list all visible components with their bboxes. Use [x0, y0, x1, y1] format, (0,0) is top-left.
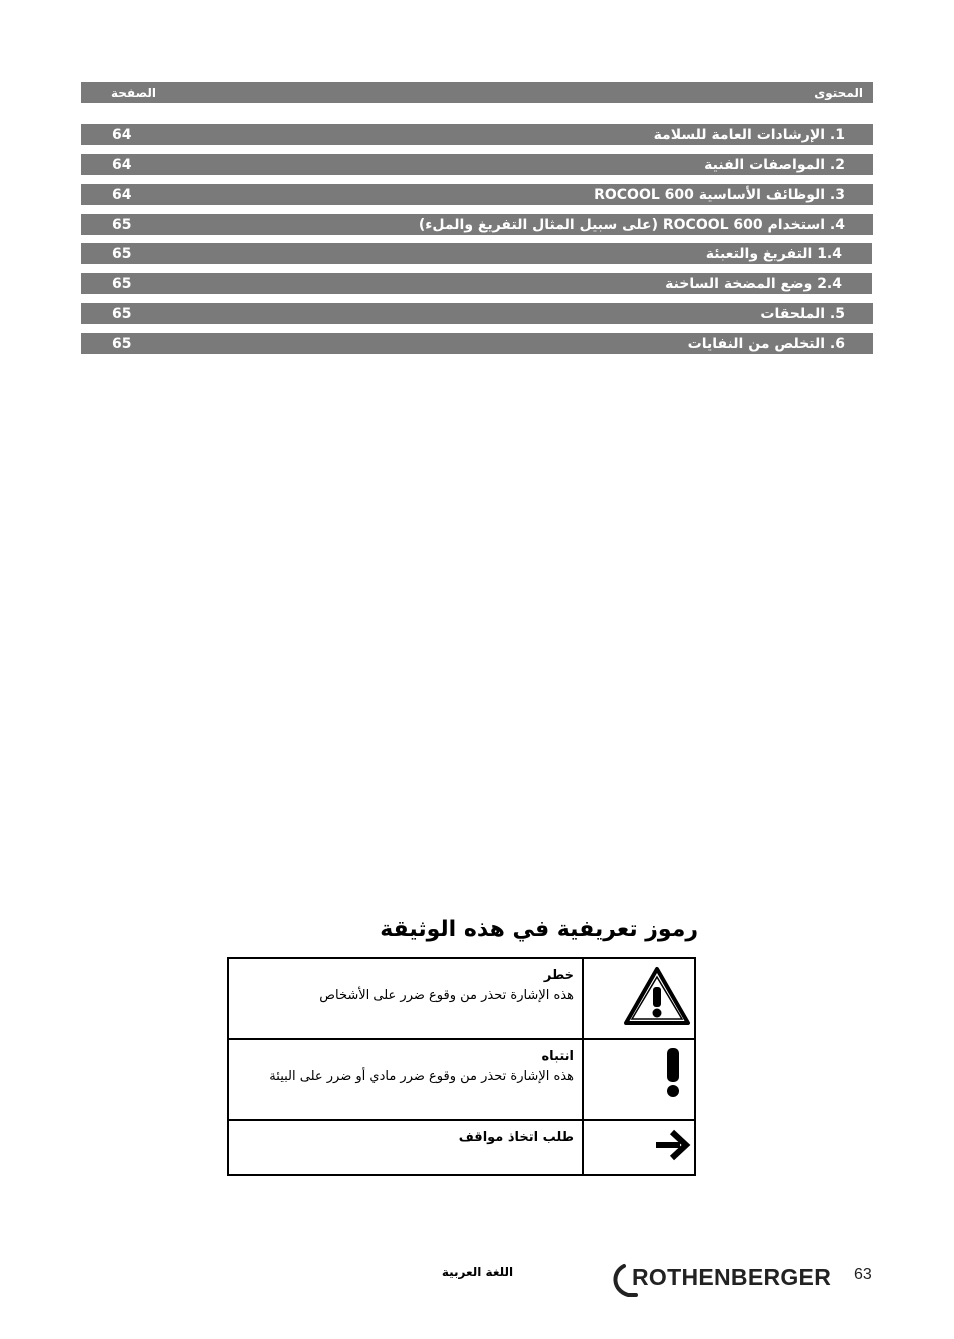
symbol-text: هذه الإشارة تحذر من وقوع ضرر على الأشخاص — [319, 988, 574, 1003]
symbol-row — [228, 1120, 695, 1175]
toc-item[interactable] — [81, 184, 873, 205]
toc-item-label: 2. المواصفات الفنية — [704, 156, 845, 173]
toc-item-label: 2.4 وضع المضخة الساخنة — [665, 275, 842, 292]
toc-item-label: 5. الملحقات — [760, 305, 845, 322]
toc-item-page: 64 — [112, 126, 132, 143]
page-number: 63 — [854, 1266, 872, 1283]
arrow-right-icon — [654, 1129, 692, 1161]
symbol-icon-cell — [583, 1039, 695, 1120]
toc-item-page: 65 — [112, 335, 132, 352]
symbol-heading: انتباه — [541, 1049, 574, 1064]
toc-item-page: 65 — [112, 275, 132, 292]
footer-language: اللغة العربية — [441, 1265, 514, 1279]
toc-item[interactable] — [81, 214, 873, 235]
symbol-description — [228, 1120, 583, 1175]
brand-name: ROTHENBERGER — [632, 1264, 832, 1290]
symbol-heading: خطر — [543, 968, 574, 983]
toc-item[interactable] — [81, 124, 873, 145]
toc-header — [81, 82, 873, 103]
toc-item-page: 64 — [112, 156, 132, 173]
toc-item-label: 1. الإرشادات العامة للسلامة — [653, 126, 845, 143]
toc-item[interactable] — [81, 333, 873, 354]
symbol-row — [228, 1039, 695, 1120]
symbols-table — [227, 957, 696, 1176]
symbol-description — [228, 958, 583, 1039]
symbol-description — [228, 1039, 583, 1120]
toc-item-page: 64 — [112, 186, 132, 203]
symbol-text: هذه الإشارة تحذر من وقوع ضرر مادي أو ضرر على البيئة — [269, 1069, 574, 1084]
toc-item-label: 4. استخدام ROCOOL 600 (على سبيل المثال التفريغ والملء) — [418, 216, 845, 233]
symbol-icon-cell — [583, 958, 695, 1039]
toc-item[interactable] — [81, 303, 873, 324]
toc-subitem[interactable] — [81, 273, 872, 294]
toc-subitem[interactable] — [81, 243, 872, 264]
toc-header-contents: المحتوى — [814, 85, 863, 100]
symbols-title: رموز تعريفية في هذه الوثيقة — [380, 917, 698, 942]
toc-item[interactable] — [81, 154, 873, 175]
toc-item-label: 3. الوظائف الأساسية ROCOOL 600 — [594, 186, 845, 203]
toc-item-label: 1.4 التفريغ والتعبئة — [705, 245, 842, 262]
toc-item-page: 65 — [112, 305, 132, 322]
toc-header-page: الصفحة — [111, 85, 157, 100]
symbol-heading: طلب اتخاذ مواقف — [458, 1130, 574, 1145]
toc-item-page: 65 — [112, 216, 132, 233]
toc-item-page: 65 — [112, 245, 132, 262]
exclamation-icon — [664, 1048, 682, 1098]
toc-item-label: 6. التخلص من النفايات — [687, 335, 845, 352]
symbol-row — [228, 958, 695, 1039]
symbol-icon-cell — [583, 1120, 695, 1175]
warning-triangle-icon — [622, 965, 692, 1027]
